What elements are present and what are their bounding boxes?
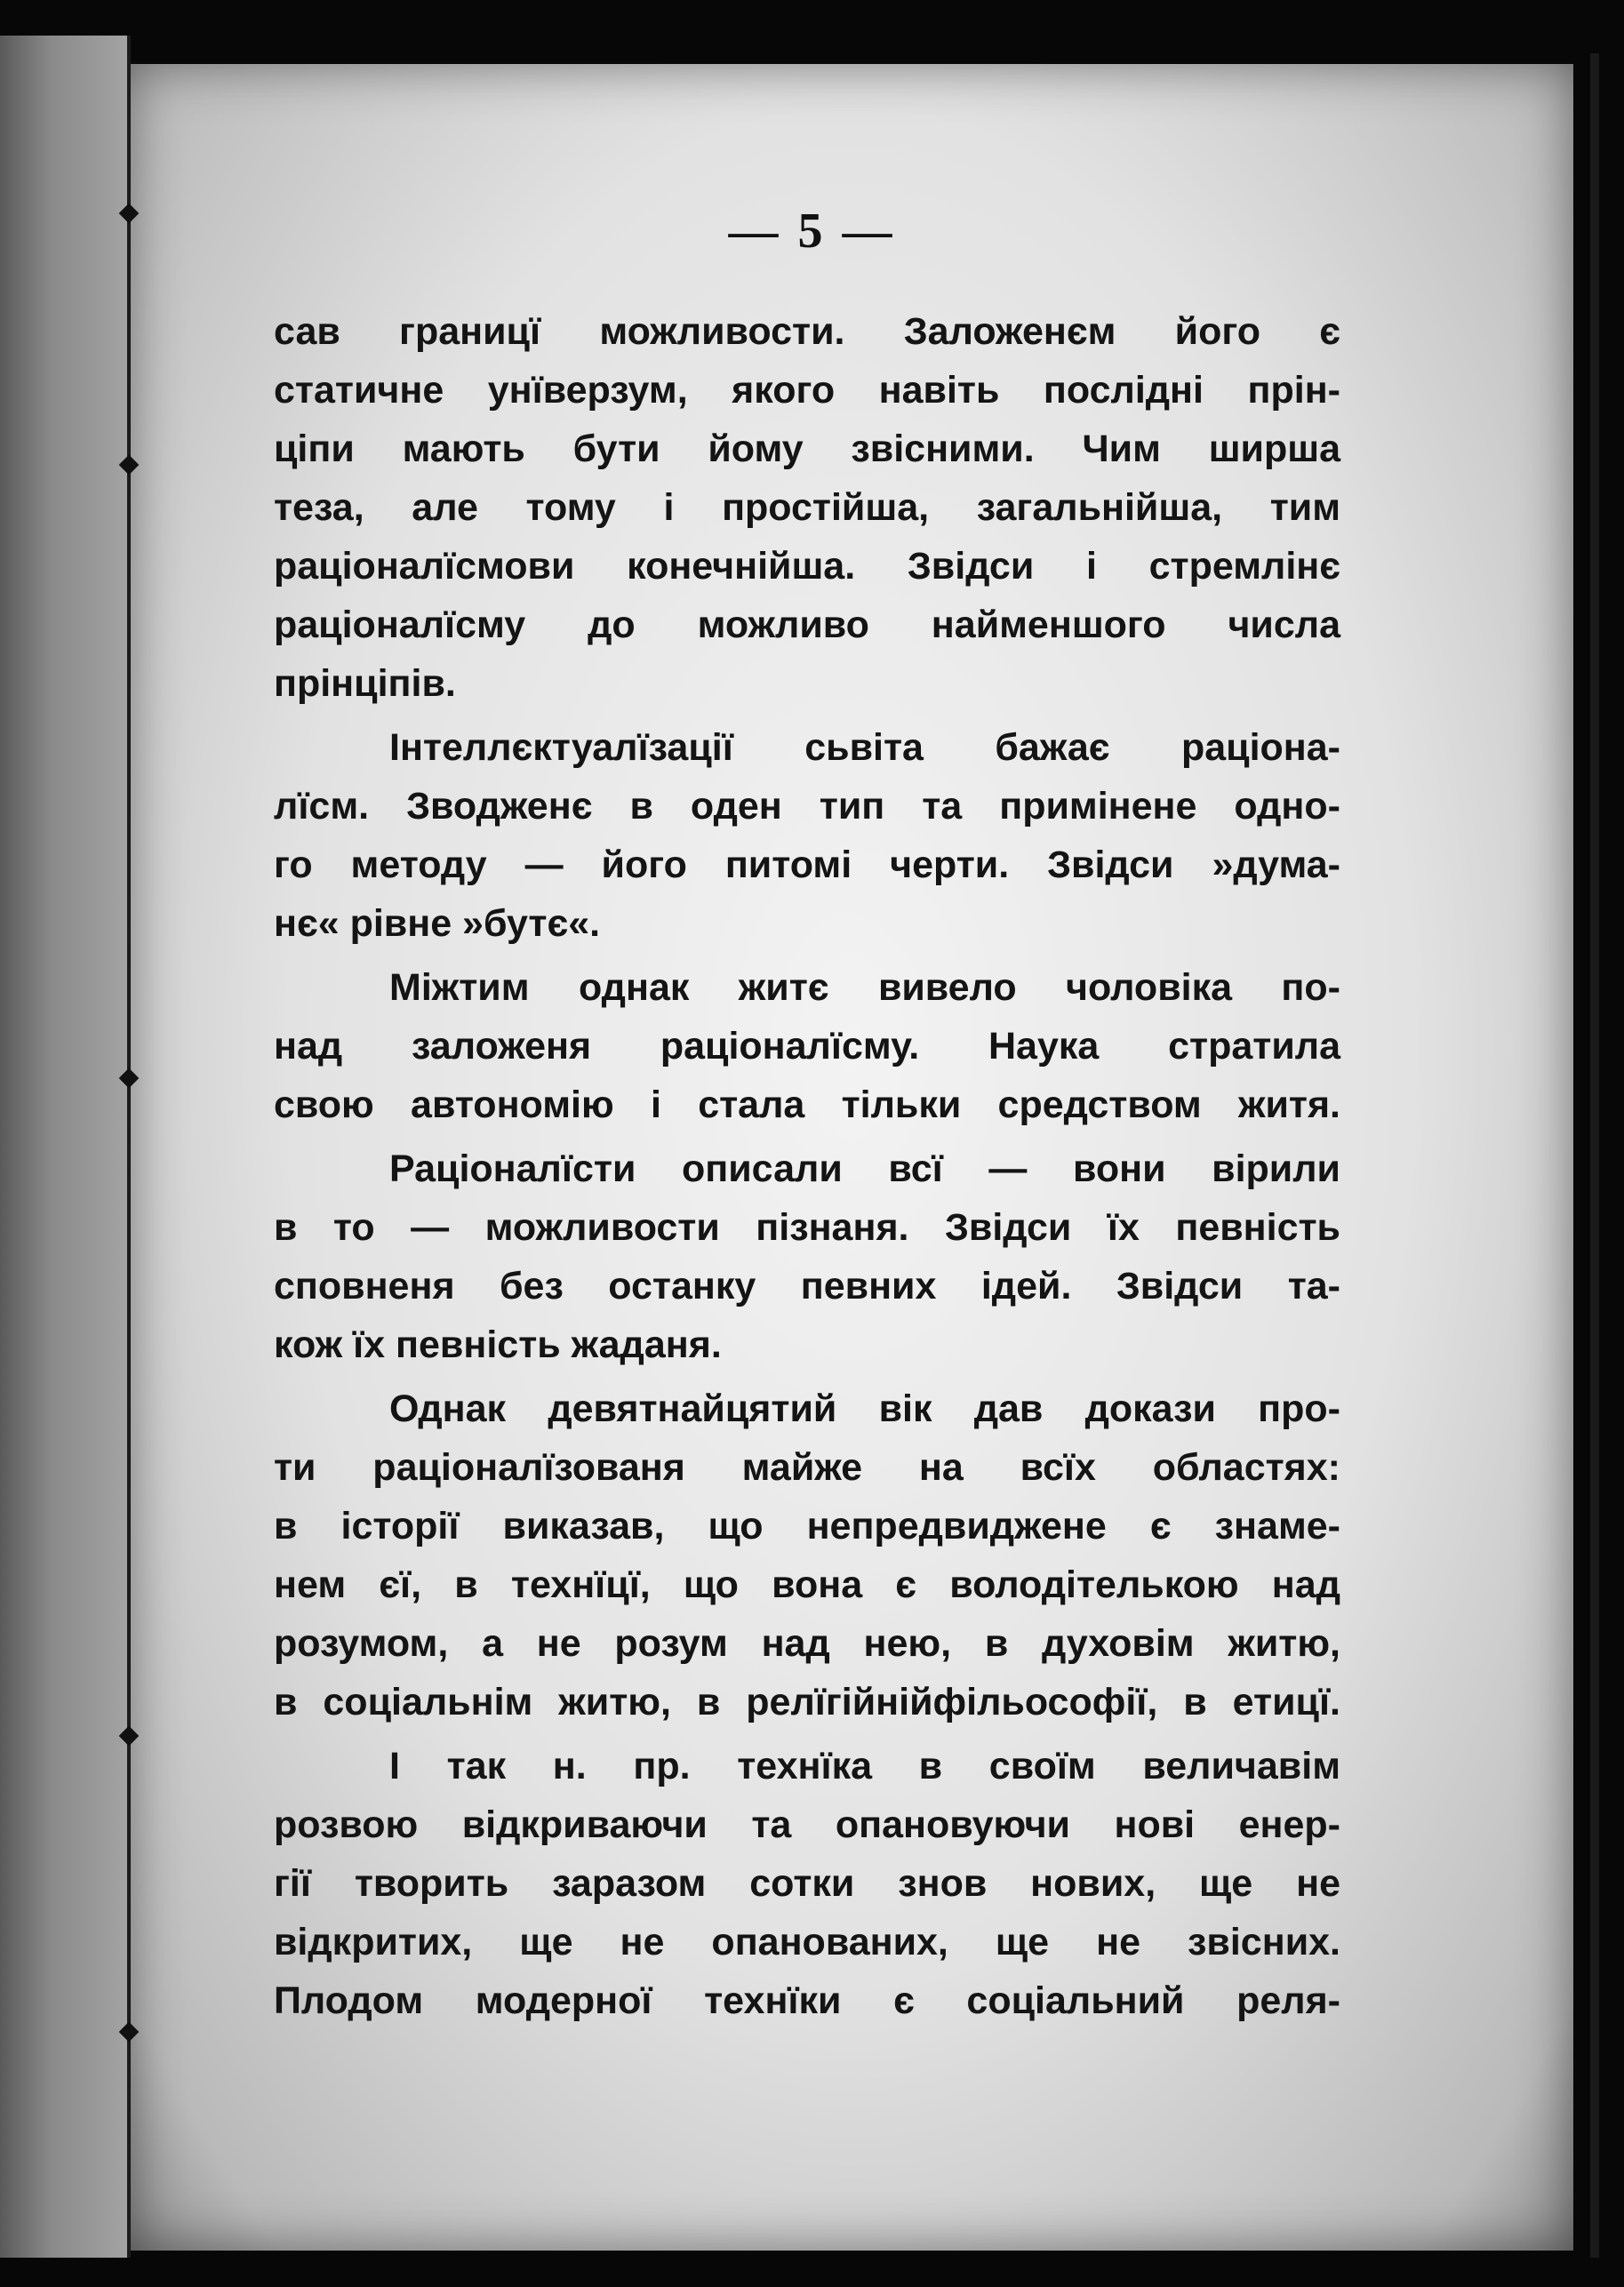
- page-edge-shadow: [1590, 53, 1599, 2258]
- text-line: нем єї, в технїцї, що вона є володітелькою над: [274, 1563, 1340, 1606]
- text-line: сповненя без останку певних ідей. Звідси та-: [274, 1265, 1340, 1307]
- text-line: Інтеллєктуалїзації сьвіта бажає раціона-: [389, 726, 1340, 769]
- text-line: Раціоналїсти описали всї — вони вірили: [389, 1147, 1340, 1190]
- text-line: Плодом модерної технїки є соціальний реля-: [274, 1979, 1340, 2022]
- text-line: розумом, а не розум над нею, в духовім житю,: [274, 1622, 1340, 1665]
- text-line: І так н. пр. технїка в своїм величавім: [389, 1745, 1340, 1787]
- paragraph: [274, 958, 1340, 1134]
- page-number: — 5 —: [728, 204, 896, 259]
- text-line: лїсм. Зводженє в оден тип та примінене одно-: [274, 785, 1340, 828]
- text-line: кож їх певність жаданя.: [274, 1323, 722, 1366]
- paragraph: [274, 1140, 1340, 1374]
- text-line: ти раціоналїзованя майже на всїх областях:: [274, 1446, 1340, 1489]
- text-line: нє« рівне »бутє«.: [274, 902, 601, 945]
- text-line: в історії виказав, що непредвиджене є знаме-: [274, 1505, 1340, 1547]
- text-line: відкритих, ще не опанованих, ще не звісних.: [274, 1921, 1340, 1963]
- text-line: в то — можливости пізнаня. Звідси їх певність: [274, 1206, 1340, 1249]
- text-line: ціпи мають бути йому звісними. Чим ширша: [274, 428, 1340, 470]
- text-line: теза, але тому і простійша, загальнійша, тим: [274, 486, 1340, 529]
- text-line: статичне унїверзум, якого навіть послідні прін-: [274, 369, 1340, 412]
- text-line: над заложеня раціоналїсму. Наука стратила: [274, 1025, 1340, 1068]
- text-line: в соціальнім житю, в релїгійнійфільософії, в етицї.: [274, 1681, 1340, 1723]
- text-line: гії творить заразом сотки знов нових, ще не: [274, 1862, 1340, 1905]
- text-line: свою автономію і стала тільки средством житя.: [274, 1084, 1340, 1126]
- text-line: сав границї можливости. Заложенєм його є: [274, 310, 1340, 353]
- text-line: го методу — його питомі черти. Звідси »дума-: [274, 844, 1340, 886]
- binding-line: [127, 36, 131, 2258]
- paragraph: [274, 302, 1340, 713]
- text-line: прінціпів.: [274, 662, 456, 705]
- text-line: раціоналїсмови конечнійша. Звідси і стремлінє: [274, 545, 1340, 588]
- paragraph: [274, 1737, 1340, 2030]
- text-line: Міжтим однак житє вивело чоловіка по-: [389, 966, 1340, 1009]
- previous-page-margin: [0, 36, 129, 2258]
- text-line: раціоналїсму до можливо найменшого числа: [274, 604, 1340, 646]
- paragraph: [274, 718, 1340, 953]
- paragraph: [274, 1379, 1340, 1731]
- text-line: розвою відкриваючи та опановуючи нові енер-: [274, 1803, 1340, 1846]
- body-text: [274, 302, 1340, 2030]
- text-line: Однак девятнайцятий вік дав докази про-: [389, 1387, 1340, 1430]
